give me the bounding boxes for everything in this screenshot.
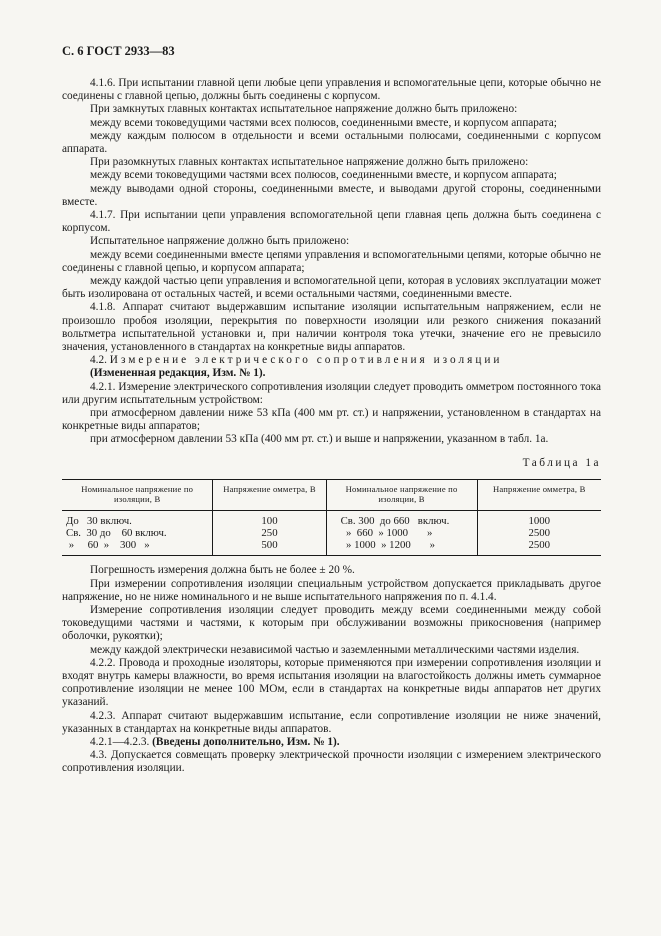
rated-voltage-cell-1 bbox=[62, 510, 213, 556]
paragraph: 4.2.3. Аппарат считают выдержавшим испытание, если сопротивление изоляции не ниже значений, указанных в стандартах на конкретные виды аппаратов. bbox=[62, 709, 601, 735]
voltage-table bbox=[62, 479, 601, 557]
section-heading-4-2 bbox=[62, 354, 601, 367]
paragraph: между каждым полюсом в отдельности и всеми остальными полюсами, соединенными с корпусом аппарата. bbox=[62, 129, 601, 156]
cell-line: 2500 bbox=[528, 526, 551, 539]
paragraph: 4.1.7. При испытании цепи управления вспомогательной цепи главная цепь должна быть соединена с корпусом. bbox=[62, 209, 601, 235]
paragraph: 4.2.1. Измерение электрического сопротивления изоляции следует проводить омметром постоянного тока или другим испытательным устройством: bbox=[62, 380, 601, 406]
cell-line: » 660 » 1000 » bbox=[340, 526, 433, 539]
page-header: С. 6 ГОСТ 2933—83 bbox=[62, 44, 175, 58]
section-4-1 bbox=[62, 77, 601, 354]
table-caption: Таблица 1а bbox=[522, 456, 601, 469]
paragraph: При измерении сопротивления изоляции специальным устройством допускается прикладывать другое напряжение, но не ниже номинального и не выше испытательного напряжения по п. 4.1.4. bbox=[62, 577, 601, 603]
paragraph: Испытательное напряжение должно быть приложено: bbox=[90, 235, 350, 248]
section-number: 4.2. bbox=[90, 354, 107, 367]
cell-line: 100 bbox=[261, 514, 278, 527]
cell-line: Св. 30 до 60 включ. bbox=[66, 526, 167, 539]
note-text: (Введены дополнительно, Изм. № 1). bbox=[152, 735, 340, 748]
ohmmeter-voltage-cell-1 bbox=[213, 510, 326, 556]
paragraph: при атмосферном давлении ниже 53 кПа (400 мм рт. ст.) и напряжении, установленном в стандартах на конкретные виды аппаратов; bbox=[62, 407, 601, 433]
introduced-note bbox=[62, 736, 601, 749]
note-ref: 4.2.1—4.2.3. bbox=[90, 735, 150, 748]
cell-line: 2500 bbox=[528, 539, 551, 552]
paragraph: 4.2.2. Провода и проходные изоляторы, которые применяются при измерении сопротивления изоляции и входят внутрь камеры влажности, во время испытания изоляции на влагостойкость должны иметь суммарное сопротивление изоляции не менее 100 МОм, если в стандартах на конкретные виды аппаратов нет других указаний. bbox=[62, 656, 601, 709]
cell-line: » 1000 » 1200 » bbox=[340, 539, 436, 552]
cell-line: 500 bbox=[261, 539, 278, 552]
header-rated-voltage-2: Номинальное напряжение по изоляции, В bbox=[326, 479, 477, 510]
paragraph-4-3: 4.3. Допускается совмещать проверку электрической прочности изоляции с измерением электрического сопротивления изоляции. bbox=[62, 749, 601, 775]
cell-line: » 60 » 300 » bbox=[66, 539, 150, 552]
cell-line: 250 bbox=[261, 526, 278, 539]
rated-voltage-cell-2 bbox=[326, 510, 477, 556]
header-ohmmeter-voltage-2: Напряжение омметра, В bbox=[477, 479, 601, 510]
paragraph: Измерение сопротивления изоляции следует проводить между всеми соединенными между собой токоведущими частями и частями, к которым при обслуживании возможны прикосновения (например оболочки, рукоятки); bbox=[62, 603, 601, 643]
paragraph: между каждой частью цепи управления и вспомогательной цепи, которая в условиях эксплуатации может быть изолирована от остальных частей, и всеми остальными частями, соединенными вместе. bbox=[62, 275, 601, 301]
cell-line: До 30 включ. bbox=[66, 514, 132, 527]
paragraph: 4.1.6. При испытании главной цепи любые цепи управления и вспомогательные цепи, которые обычно не соединены с главной цепью, должны быть соединены с корпусом. bbox=[62, 77, 601, 103]
cell-line: Св. 300 до 660 включ. bbox=[340, 514, 450, 527]
table-header-row bbox=[62, 479, 601, 510]
table-row bbox=[62, 510, 601, 556]
paragraph: между всеми соединенными вместе цепями управления и вспомогательными цепями, которые обычно не соединены с главной цепью, и корпусом аппарата; bbox=[62, 248, 601, 274]
paragraph: между каждой электрически независимой частью и заземленными металлическими частями изделия. bbox=[90, 643, 580, 656]
header-ohmmeter-voltage-1: Напряжение омметра, В bbox=[213, 479, 326, 510]
edition-note: (Измененная редакция, Изм. № 1). bbox=[90, 367, 266, 380]
ohmmeter-voltage-cell-2 bbox=[477, 510, 601, 556]
paragraph: При замкнутых главных контактах испытательное напряжение должно быть приложено: bbox=[90, 103, 518, 116]
paragraph: Погрешность измерения должна быть не более ± 20 %. bbox=[90, 564, 355, 577]
paragraph: между выводами одной стороны, соединенными вместе, и выводами другой стороны, соединенными вместе. bbox=[62, 182, 601, 208]
paragraph: между всеми токоведущими частями всех полюсов, соединенными вместе, и корпусом аппарата; bbox=[90, 169, 557, 182]
paragraph: между всеми токоведущими частями всех полюсов, соединенными вместе, и корпусом аппарата; bbox=[90, 116, 557, 129]
paragraph: 4.1.8. Аппарат считают выдержавшим испытание изоляции испытательным напряжением, если не произошло пробоя изоляции, перекрытия по поверхности изоляции или резкого снижения показаний вольтметра испытательной установки и, при наличии контроля тока утечки, значение его не превысило значения, установленного в стандартах на конкретные виды аппаратов. bbox=[62, 301, 601, 354]
paragraph: При разомкнутых главных контактах испытательное напряжение должно быть приложено: bbox=[90, 156, 529, 169]
section-title: Измерение электрического сопротивления изоляции bbox=[109, 354, 503, 367]
cell-line: 1000 bbox=[528, 514, 551, 527]
header-rated-voltage-1: Номинальное напряжение по изоляции, В bbox=[62, 479, 213, 510]
paragraph: при атмосферном давлении 53 кПа (400 мм рт. ст.) и выше и напряжении, указанном в табл. 1а. bbox=[90, 433, 549, 446]
